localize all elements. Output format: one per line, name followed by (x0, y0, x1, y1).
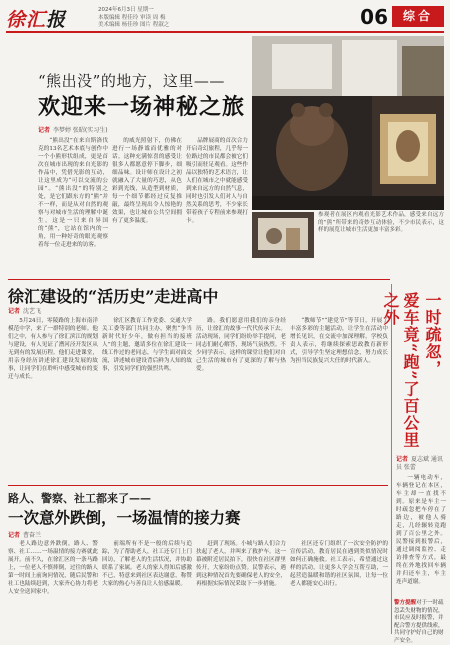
sidebar-byline: 记者 夏志斌 通讯员 张蕾 (396, 456, 443, 471)
sidebar-headline-line-1: 一时疏忽， (423, 292, 442, 377)
masthead-rule (6, 31, 444, 33)
story1-photo-small-1 (252, 212, 314, 258)
story1-column-3: 品牌展商的首次合力开启奇幻旅程，几乎每一位路过的市民都会被它们吸引而驻足观看。这些作品以独特的艺术语言，让人们在城市之中就能感受到来自远方的自然气息，同时也引发人们对人与自然关系的思考，不少家长带着孩子专程前来参观打卡。 (186, 138, 248, 224)
story1-headline: 欢迎来一场神秘之旅 (38, 94, 246, 120)
page-number: 06 (360, 5, 388, 29)
visitor-photo (252, 212, 314, 258)
story3-top-rule (8, 485, 388, 486)
story2-column-1: 5月24日，零陵路的上海市南洋模范中学，来了一群特别的老师。他们之中，有人参与了徐汇滨江的规划与建设，有人见证了漕河泾开发区从无到有的发展历程。他们走进课堂，用亲身经历讲述徐汇建设发展的故事，让同学们在聆听中感受城市的变迁与成长。 (8, 318, 98, 380)
story1-photo-collage (252, 36, 444, 210)
police-notice: 警方提醒对于一时疏忽丢失财物的情况，市民应及时报警，并配合警方提供线索，共同守护好自己的财产安全。 (394, 600, 444, 644)
story2-column-3: 路。我们愿意用我们的亲身经历，让徐汇的故事一代代传承下去。活动现场，同学们纷纷举手提问，老同志们耐心解答，现场气氛热烈。不少同学表示，这样的课堂让他们对自己生活的城市有了更深的了解与热爱。 (196, 318, 286, 372)
issue-date: 2024年6月3日 星期一 (98, 7, 154, 13)
story3-column-2: 前端所有不是一般的后续与追踪，为了帮助老人，社工还专门上门回访，了解老人的生活状况，并协助联系了家属。老人的家人得知后感激不已，特意来到社区表达谢意，称赞大家的热心与善良让人倍感温暖。 (102, 541, 192, 587)
story2-top-rule (8, 279, 390, 280)
story3-headline: 一次意外跌倒，一场温情的接力赛 (8, 508, 241, 527)
story1-column-1: “熊出没”在来自斯洛伐克的13名艺术本底与创作中一个小熊形状组成，更是首次在城市出现的来自光影的作品中，凭借光影的互动，让这里成为“可以交流的公园”。“熊出没”的特别之处，是它们跟东方的“熊”并不一样，而是从对自然的观察与对城市生活的理解中诞生。这是一只来自异国的“熊”，它站在馆内的一角，用一种好奇的眼光观察着每一位走进来的访客。 (38, 138, 108, 248)
story1-kicker: “熊出没”的地方，这里—— (38, 72, 225, 90)
story3-column-3: 赶到了现场。小城与路人们合力扶起了老人，并叫来了救护车。这一幕被附近居民拍下，很快在社区群里传开，大家纷纷点赞。民警表示，遇到这种情况首先要确保老人的安全，再根据实际情况采取下一步措施。 (196, 541, 286, 587)
exhibition-photo (252, 36, 444, 210)
story1-photo-caption: 参观者在展区内观看光影艺术作品，感受来自远方的“熊”所带来的奇妙互动体验，不少市民表示，这样的展览让城市生活更加丰富多彩。 (318, 212, 444, 233)
sidebar-separator (391, 284, 392, 634)
story3-kicker: 路人、警察、社工都来了—— (8, 492, 151, 505)
sidebar-headline-line-2: 爱车竟“跑”了百公里之外 (381, 292, 420, 449)
story1-byline: 记者 李梦婷 张昭(实习生) (38, 127, 108, 134)
sidebar-body: 一辆电动车，车辆登记在本区，车主却一直找不到。原来是车主一时疏忽把车停在了路边，被他人骑走，几经辗转竟跑到了百公里之外。民警接到报警后，通过调阅监控、走访排查等方式，最终在外地找回车辆并归还车主，车主连声道谢。 (396, 475, 446, 585)
design-credit: 美术编辑 杨佳珍 图片 程淑之 (98, 22, 170, 28)
notice-label: 警方提醒 (394, 600, 417, 606)
newspaper-logo: 徐汇报 (6, 9, 67, 31)
story2-column-2: 徐汇区教育工作党委、交通大学关工委等部门共同主办，聚焦“争当新时代好少年，做有担当的接班人”的主题，邀请多位在徐汇建设一线工作过的老同志，与学生面对面交流，讲述城市建设背后鲜为人知的故事，引发同学们的强烈共鸣。 (102, 318, 192, 372)
story2-byline: 记者 沈艺飞 (8, 308, 42, 315)
story1-column-2: 的威光照射下，仿佛在进行一场静谧而优雅的对话。这种充满惊喜的感受让很多人都愿意停下脚步，细细品味。设计师在设计之初就融入了大量的巧思，从色彩到光线，从造型到材质，每一个细节都经过反复推敲，最终呈现出令人惊艳的效果，也让城市公共空间拥有了更多温度。 (112, 138, 182, 224)
masthead (6, 4, 444, 30)
story3-column-4: 社区还专门组织了一次安全防护的宣传活动，教育居民在遇到类似情况时如何正确施救。社工表示，希望通过这样的活动，让更多人学会互帮互助，一起营造温暖和谐的社区氛围，让每一位老人都能安心出行。 (290, 541, 388, 587)
section-badge: 综合 (392, 6, 444, 27)
sidebar-headline (381, 292, 444, 452)
issue-meta (98, 7, 169, 30)
story3-byline: 记者 曹奋兰 (8, 532, 42, 539)
story3-column-1: 老人路边意外跌倒，路人、警察、社工……一场温情的接力赛就此展开。前不久，在徐汇区的一条马路上，一位老人不慎摔倒，过往的路人第一时间上前询问情况，随后民警和社工也陆续赶到，大家齐心协力将老人安全送回家中。 (8, 541, 98, 595)
story2-headline: 徐汇建设的“活历史”走进高中 (8, 287, 219, 306)
editor-credit: 本版编辑 程佳玲 审读 周 梅 (98, 14, 166, 21)
story2-column-4: “教师节”“建党节”等节日，开展了丰富多彩的主题活动，让学生在活动中增长见识，在交流中加深理解。学校负责人表示，将继续探索思政教育新形式，引导学生坚定理想信念，努力成长为担当民族复兴大任的时代新人。 (290, 318, 388, 364)
